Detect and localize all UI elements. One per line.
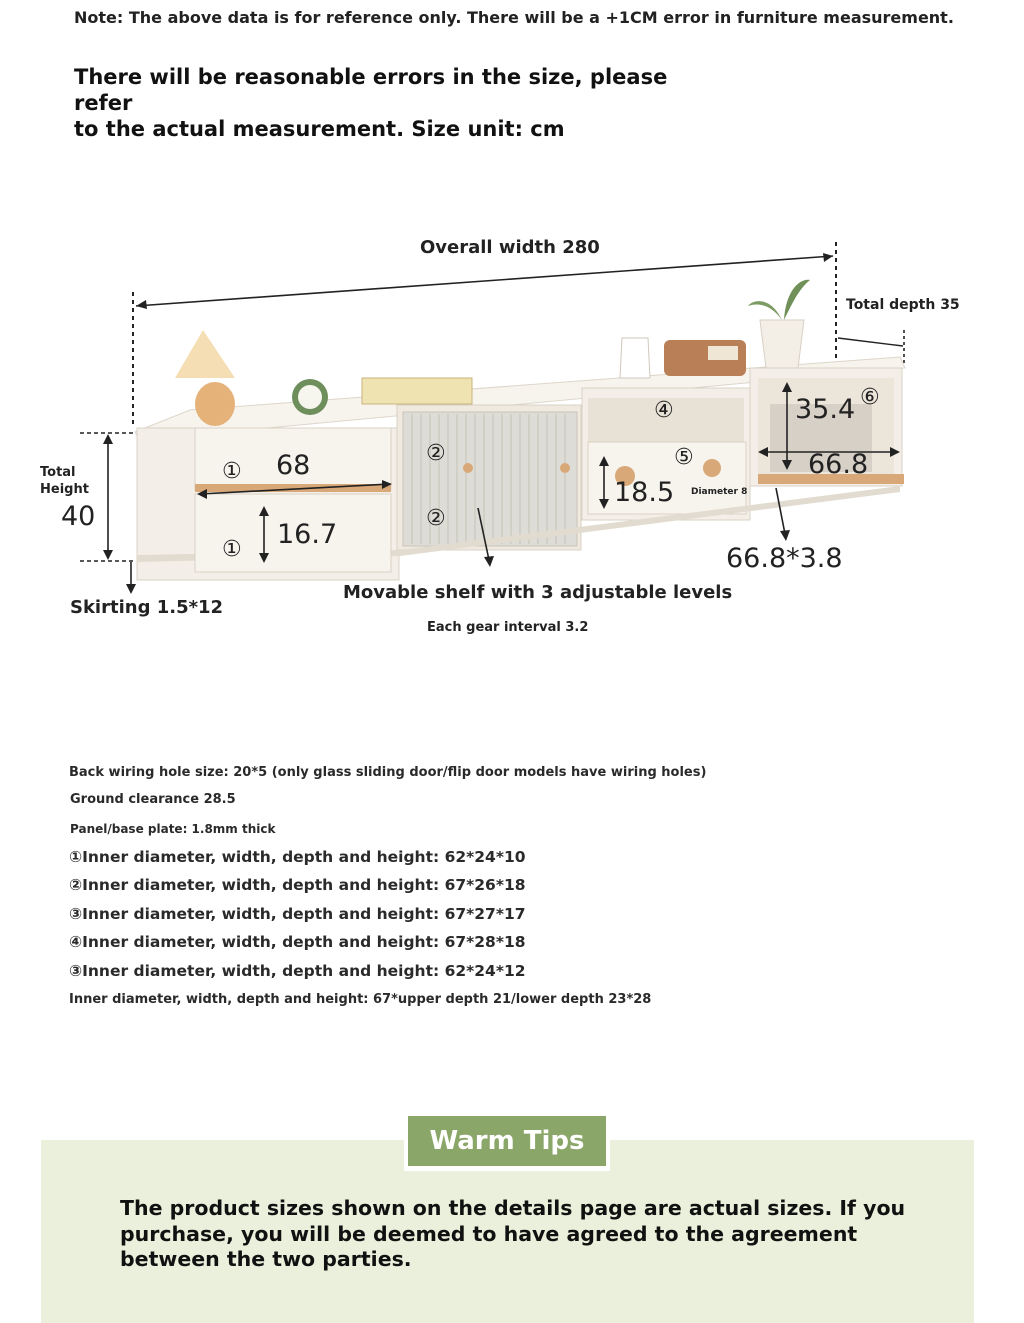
total-height-value: 40 xyxy=(61,501,96,532)
spec-inner-dimension-3: ③Inner diameter, width, depth and height: 67*27*17 xyxy=(69,905,526,923)
spec-panel-thickness: Panel/base plate: 1.8mm thick xyxy=(70,822,276,836)
spec-wiring-hole: Back wiring hole size: 20*5 (only glass sliding door/flip door models have wiring holes) xyxy=(69,765,707,780)
warm-tips-text: The product sizes shown on the details page are actual sizes. If you purchase, you will be deemed to have agreed to the agreement between the two parties. xyxy=(120,1196,906,1271)
glass-marker-2-upper: ② xyxy=(426,441,446,466)
size-error-line-2: to the actual measurement. Size unit: cm xyxy=(74,117,565,141)
size-error-notice xyxy=(74,64,714,142)
open-marker-4: ④ xyxy=(654,398,674,423)
spec-inner-dimension-5: ③Inner diameter, width, depth and height: 62*24*12 xyxy=(69,962,526,980)
glass-marker-2-lower: ② xyxy=(426,506,446,531)
spec-inner-dimension-1: ①Inner diameter, width, depth and height: 62*24*10 xyxy=(69,848,526,866)
open-unit-handle-hole-2 xyxy=(703,459,721,477)
spec-inner-dimension-4: ④Inner diameter, width, depth and height: 67*28*18 xyxy=(69,933,526,951)
pitcher-icon xyxy=(620,338,650,378)
diameter-label: Diameter 8 xyxy=(691,487,748,497)
movable-shelf-label: Movable shelf with 3 adjustable levels xyxy=(343,582,733,603)
right-marker-6: ⑥ xyxy=(860,385,880,410)
radio-screen-icon xyxy=(708,346,738,360)
drawer-height-value: 16.7 xyxy=(277,519,338,550)
drawer-marker-1-lower: ① xyxy=(222,537,242,562)
spec-inner-dimension-6: Inner diameter, width, depth and height: 67*upper depth 21/lower depth 23*28 xyxy=(69,992,652,1007)
lip-arrow-line xyxy=(776,488,785,534)
drawer-width-value: 68 xyxy=(276,450,311,481)
movable-shelf-arrow-head xyxy=(484,556,494,567)
warm-tips-badge xyxy=(404,1113,610,1171)
reference-note: Note: The above data is for reference only. There will be a +1CM error in furniture measurement. xyxy=(74,8,954,27)
spec-inner-dimension-2: ②Inner diameter, width, depth and height: 67*26*18 xyxy=(69,876,526,894)
total-height-word-1: Total xyxy=(40,465,76,480)
total-height-arrow-top xyxy=(103,434,113,444)
spec-ground-clearance: Ground clearance 28.5 xyxy=(70,792,236,807)
total-height-arrow-bottom xyxy=(103,550,113,560)
overall-width-arrow-left xyxy=(136,300,147,309)
table-lamp-icon xyxy=(175,330,235,426)
glass-door-knob-right xyxy=(560,463,570,473)
glass-door-knob-left xyxy=(463,463,473,473)
total-depth-label: Total depth 35 xyxy=(846,297,960,313)
open-marker-5: ⑤ xyxy=(674,445,694,470)
books-icon xyxy=(362,378,472,404)
plant-pot-icon xyxy=(748,280,810,368)
size-error-line-1: There will be reasonable errors in the size, please refer xyxy=(74,65,668,115)
overall-width-label: Overall width 280 xyxy=(420,237,600,258)
skirting-label: Skirting 1.5*12 xyxy=(70,597,224,618)
overall-width-arrow-right xyxy=(823,253,833,262)
drawer-marker-1-upper: ① xyxy=(222,459,242,484)
total-depth-line xyxy=(838,338,903,346)
alarm-clock-icon xyxy=(292,379,328,415)
overall-width-line xyxy=(136,256,833,306)
right-width-value: 66.8 xyxy=(808,449,869,480)
cabinet-dimension-diagram xyxy=(0,220,1024,650)
warm-tips-title: Warm Tips xyxy=(408,1116,606,1166)
gear-interval-label: Each gear interval 3.2 xyxy=(427,620,589,635)
lip-size-value: 66.8*3.8 xyxy=(726,543,843,574)
shelf-height-value: 18.5 xyxy=(614,477,675,508)
total-height-word-2: Height xyxy=(40,482,89,497)
lip-arrow-head xyxy=(780,530,790,541)
skirting-arrow-head xyxy=(126,584,136,594)
right-height-value: 35.4 xyxy=(795,394,856,425)
